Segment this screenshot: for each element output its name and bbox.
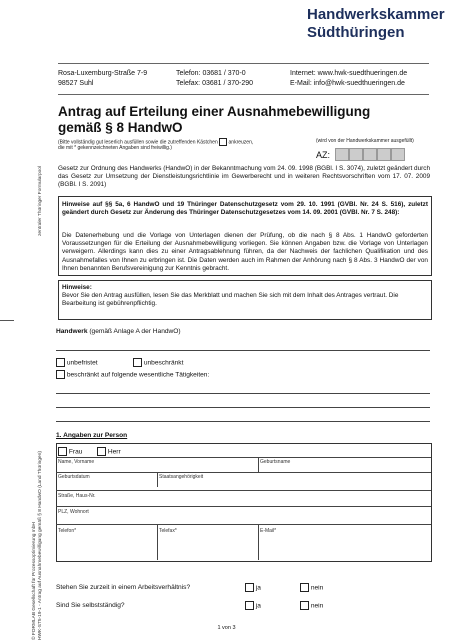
opt-unbefristet: unbefristet (56, 358, 98, 367)
sidebar-form-code: HWK-ST5-19-1 - Antrag auf Ausnahmebewilligung gemäß § 8 HandwO (Land Thüringen) (38, 451, 43, 640)
employment-nein: nein (300, 583, 323, 592)
phone-field[interactable]: Telefon* (58, 528, 77, 534)
page-number: 1 von 3 (217, 625, 236, 631)
activity-line[interactable] (56, 393, 430, 394)
unbefristet-checkbox[interactable] (56, 358, 65, 367)
hwk-note: (wird von der Handwerkskammer ausgefüllt) (316, 138, 414, 144)
email-address: E-Mail: info@hwk-suedthueringen.de (290, 80, 405, 87)
az-label: AZ: (316, 150, 331, 160)
birthname-field[interactable]: Geburtsname (260, 459, 291, 465)
privacy-box (58, 196, 432, 276)
selfemployed-nein-checkbox[interactable] (300, 601, 309, 610)
phone-number: Telefon: 03681 / 370-0 (176, 70, 246, 77)
activity-line[interactable] (56, 407, 430, 408)
col-divider (258, 457, 259, 472)
handwerk-input-line[interactable] (56, 350, 430, 351)
beschraenkt-checkbox[interactable] (56, 370, 65, 379)
selfemployed-nein: nein (300, 601, 323, 610)
col-divider (258, 524, 259, 560)
contact-top-rule (58, 63, 429, 64)
name-field[interactable]: Name, Vorname (58, 459, 95, 465)
activity-line[interactable] (56, 421, 430, 422)
employment-ja: ja (245, 583, 261, 592)
herr-checkbox[interactable] (97, 447, 106, 456)
question-employment: Stehen Sie zurzeit in einem Arbeitsverhältnis? (56, 584, 191, 591)
contact-bottom-rule (58, 94, 429, 95)
hwk-logo (307, 6, 447, 52)
az-box[interactable] (377, 148, 391, 161)
row-divider (56, 506, 431, 507)
opt-unbeschraenkt: unbeschränkt (133, 358, 183, 367)
contact-phone (176, 69, 253, 89)
sidebar-copyright: © FORMLAB Gesellschaft für Prozessoptimierung mbH (32, 522, 37, 640)
form-title (58, 104, 370, 136)
row-divider (56, 490, 431, 491)
example-checkbox (219, 138, 227, 146)
fax-number: Telefax: 03681 / 370-290 (176, 80, 254, 87)
hint-title: Hinweise: (62, 284, 92, 291)
section-person-title: 1. Angaben zur Person (56, 432, 128, 439)
nationality-field[interactable]: Staatsangehörigkeit (159, 474, 204, 480)
col-divider (157, 472, 158, 487)
row-divider (56, 524, 431, 525)
row-divider (56, 457, 431, 458)
street-field[interactable]: Straße, Haus-Nr. (58, 493, 96, 499)
email-field[interactable]: E-Mail* (260, 528, 277, 534)
unbeschraenkt-checkbox[interactable] (133, 358, 142, 367)
fold-mark (0, 320, 14, 321)
salutation-herr: Herr (97, 447, 121, 456)
az-box[interactable] (391, 148, 405, 161)
az-field[interactable] (335, 148, 410, 161)
address-city: 98527 Suhl (58, 80, 94, 87)
az-box[interactable] (349, 148, 363, 161)
contact-address (58, 69, 147, 89)
salutation-frau: Frau (58, 447, 82, 456)
opt-beschraenkt: beschränkt auf folgende wesentliche Tätigkeiten: (56, 370, 209, 379)
privacy-text: Die Datenerhebung und die Vorlage von Unterlagen dienen der Prüfung, ob die nach § 8 Abs. 1 HandwO geforderten Voraussetzungen für die Erteilung der Ausnahmebewilligung vorliegen. Sie können Angaben bzw. die Vorlage von Unterlagen verweigern. Allerdings kann dies zu einer Antragsablehnung führen, da der Nachweis der fachlichen Qualifikation und des Ausnahmefalles von Ihnen zu erbringen ist. Die Daten werden auch im Rahmen der Anhörung nach § 8 Abs. 3 HandwO der von Ihnen benannten Berufsvereinigung zur Kenntnis gebracht. (62, 232, 428, 272)
contact-web (290, 69, 407, 89)
az-box[interactable] (363, 148, 377, 161)
row-divider (56, 472, 431, 473)
fill-instruction: (Bitte vollständig gut leserlich ausfüllen sowie die zutreffenden Kästchen ankreuzen, (58, 139, 254, 146)
sidebar-form-pool: zentraler Thüringer Formularpool (38, 165, 43, 236)
title-line-1: Antrag auf Erteilung einer Ausnahmebewilligung (58, 104, 371, 119)
website: Internet: www.hwk-suedthueringen.de (290, 70, 408, 77)
employment-ja-checkbox[interactable] (245, 583, 254, 592)
address-street: Rosa-Luxemburg-Straße 7-9 (58, 70, 148, 77)
selfemployed-ja-checkbox[interactable] (245, 601, 254, 610)
col-divider (157, 524, 158, 560)
law-reference: Gesetz zur Ordnung des Handwerks (HandwO) in der Bekanntmachung vom 24. 09. 1998 (BGBl. I S. 3074), zuletzt geändert durch das Gesetz zur Umsetzung der Dienstleistungsrichtlinie im Gewerberecht und in weiteren Rechtsvorschriften vom 17. 07. 2009 (BGBl. I S. 2091) (58, 165, 430, 189)
birthdate-field[interactable]: Geburtsdatum (58, 474, 90, 480)
privacy-reference: Hinweise auf §§ 5a, 6 HandwO und 19 Thüringer Datenschutzgesetz vom 29. 10. 1991 (GVBl. Nr. 24 S. 516), zuletzt geändert durch Gesetz zur Änderung des Thüringer Datenschutzgesetzes vom 14. 09. 2001 (GVBl. Nr. 7 S. 248): (62, 201, 428, 217)
zip-city-field[interactable]: PLZ, Wohnort (58, 509, 89, 515)
az-box[interactable] (335, 148, 349, 161)
employment-nein-checkbox[interactable] (300, 583, 309, 592)
title-line-2: gemäß § 8 HandwO (58, 120, 183, 135)
logo-line-1: Handwerkskammer (307, 6, 445, 23)
hint-text: Bevor Sie den Antrag ausfüllen, lesen Sie das Merkblatt und machen Sie sich mit dem Inhalt des Antrages vertraut. Die Bearbeitung ist gebührenpflichtig. (62, 292, 399, 308)
selfemployed-ja: ja (245, 601, 261, 610)
frau-checkbox[interactable] (58, 447, 67, 456)
fax-field[interactable]: Telefax* (159, 528, 177, 534)
person-table (56, 443, 432, 562)
mandatory-note: die mit * gekennzeichneten Angaben sind freiwillig.) (58, 145, 172, 151)
logo-line-2: Südthüringen (307, 24, 405, 41)
question-selfemployed: Sind Sie selbstständig? (56, 602, 125, 609)
handwerk-label: Handwerk (gemäß Anlage A der HandwO) (56, 328, 181, 335)
